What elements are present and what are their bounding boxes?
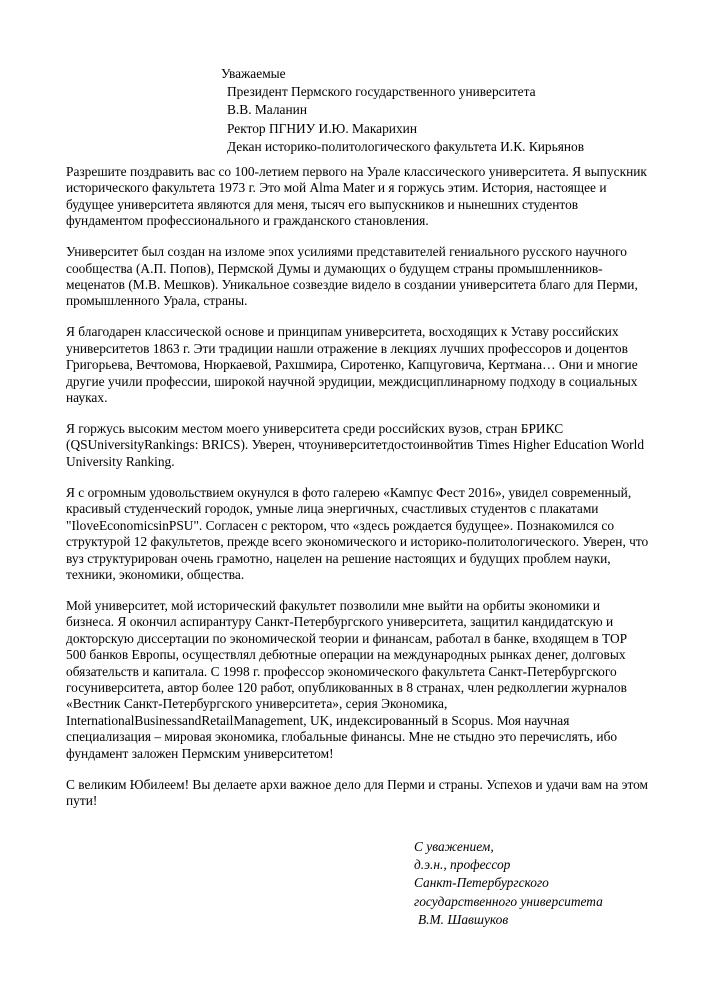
paragraph-rankings: Я горжусь высоким местом моего университета среди российских вузов, стран БРИКС (QSUniversityRankings: BRICS). Уверен, чтоуниверситетдостоинвойтив Times Higher Education World University Ranking. [66, 421, 645, 469]
paragraph-history: Университет был создан на изломе эпох усилиями представителей гениального русского научного сообщества (А.П. Попов), Пермской Думы и думающих о будущем страны промышленников-меценатов (М.В. Мешков). Уникальное созвездие видело в создании университета благо для Перми, промышленного Урала, страны. [66, 244, 638, 309]
addressee-line-president: Президент Пермского государственного университета [227, 84, 536, 100]
signature-name: В.М. Шавшуков [418, 911, 509, 927]
paragraph-closing: С великим Юбилеем! Вы делаете архи важное дело для Перми и страны. Успехов и удачи вам на этом пути! [66, 776, 649, 808]
signature-university-2: государственного университета [414, 893, 603, 909]
signature-regards: С уважением, [414, 839, 494, 854]
addressee-block [221, 65, 584, 156]
addressee-line-rector: Ректор ПГНИУ И.Ю. Макарихин [227, 120, 417, 136]
signature-degree: д.э.н., профессор [414, 857, 511, 873]
greeting: Уважаемые [221, 66, 286, 81]
addressee-line-president-name: В.В. Маланин [227, 102, 307, 118]
paragraph-traditions: Я благодарен классической основе и принципам университета, восходящих к Уставу российских университетов 1863 г. Эти традиции нашли отражение в лекциях лучших профессоров и доцентов Григорьева, Вечтомова, Нюркаевой, Рахшмира, Сиротенко, Капцуговича, Кертмана… Они и многие другие учили профессии, широкой научной эрудиции, междисциплинарному подходу в социальных науках. [66, 324, 638, 406]
signature-block [414, 838, 603, 929]
paragraph-congratulation: Разрешите поздравить вас со 100-летием первого на Урале классического университета. Я выпускник исторического факультета 1973 г. Это мой Alma Mater и я горжусь этим. История, настоящее и будущее университета являются для меня, тысяч его выпускников и нынешних студентов фундаментом профессионального и гражданского становления. [66, 164, 647, 229]
signature-university-1: Санкт-Петербургского [414, 875, 549, 891]
addressee-line-dean: Декан историко-политологического факультета И.К. Кирьянов [227, 138, 585, 154]
paragraph-career: Мой университет, мой исторический факультет позволили мне выйти на орбиты экономики и бизнеса. Я окончил аспирантуру Санкт-Петербургского университета, защитил кандидатскую и докторскую диссертации по экономической теории и финансам, работал в банке, входящем в ТОР 500 банков Европы, осуществлял дебютные операции на международных рынках денег, долговых обязательств и капитала. С 1998 г. профессор экономического факультета Санкт-Петербургского госуниверситета, автор более 120 работ, опубликованных в 8 странах, член редколлегии журналов «Вестник Санкт-Петербургского университета», серия Экономика, InternationalBusinessandRetailManagement, UK, индексированный в Scopus. Моя научная специализация – мировая экономика, глобальные финансы. Мне не стыдно это перечислять, ибо фундамент заложен Пермским университетом! [66, 597, 628, 761]
letter-body [66, 164, 650, 824]
paragraph-campus: Я с огромным удовольствием окунулся в фото галерею «Кампус Фест 2016», увидел современный, красивый студенческий городок, умные лица энергичных, счастливых студентов с плакатами "IloveEconomicsinPSU". Согласен с ректором, что «здесь рождается будущее». Познакомился со структурой 12 факультетов, прежде всего экономического и историко-политологического. Уверен, что вуз структурирован очень грамотно, нацелен на решение настоящих и будущих проблем науки, техники, экономики, общества. [66, 484, 649, 582]
